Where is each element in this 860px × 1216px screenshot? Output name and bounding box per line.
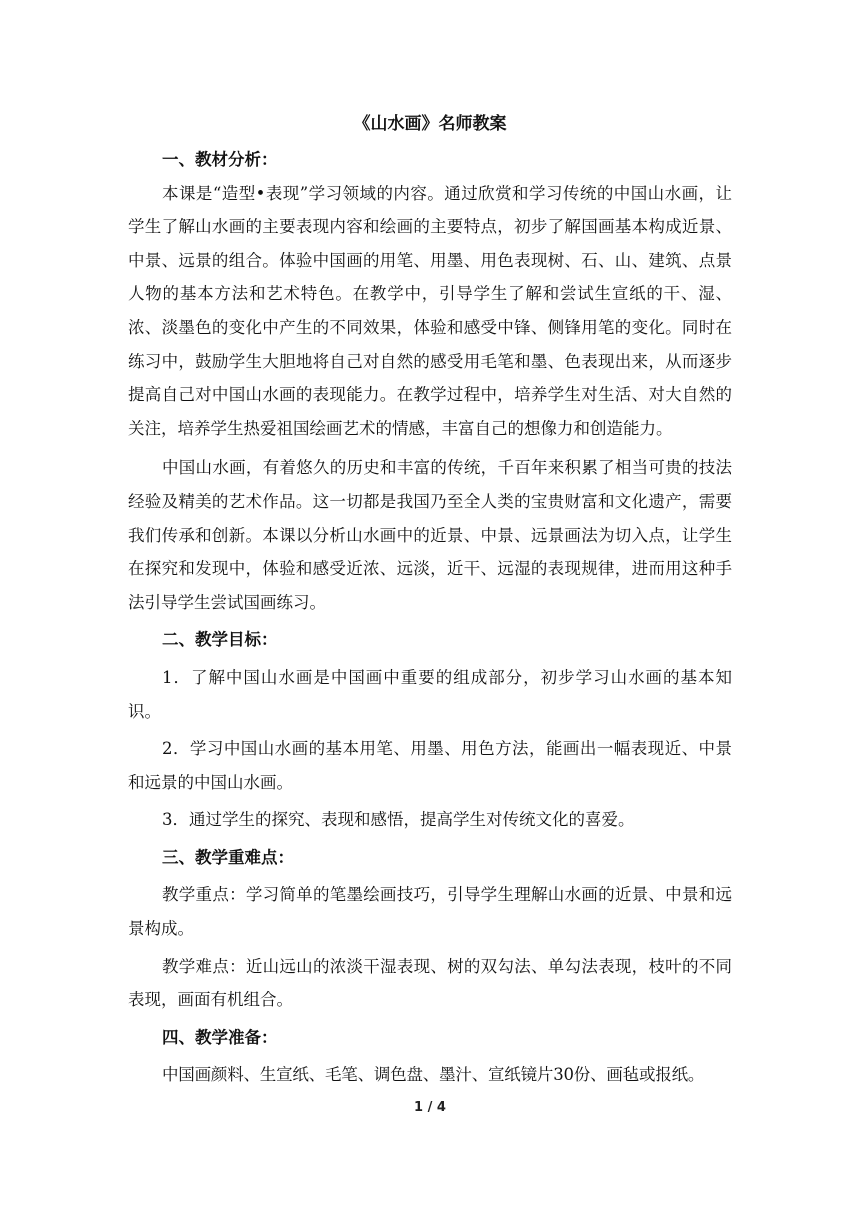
paragraph: 教学难点：近山远山的浓淡干湿表现、树的双勾法、单勾法表现，枝叶的不同表现，画面有机组合。 [128, 956, 732, 1010]
document-title: 《山水画》名师教案 [353, 114, 507, 134]
document-body [128, 143, 732, 1092]
page-number: 1 / 4 [414, 1100, 446, 1115]
paragraph: 中国山水画，有着悠久的历史和丰富的传统，千百年来积累了相当可贵的技法经验及精美的艺术作品。这一切都是我国乃至全人类的宝贵财富和文化遗产，需要我们传承和创新。本课以分析山水画中的近景、中景、远景画法为切入点，让学生在探究和发现中，体验和感受近浓、远淡，近干、远湿的表现规律，进而用这种手法引导学生尝试国画练习。 [128, 458, 732, 612]
paragraph: 教学重点：学习简单的笔墨绘画技巧，引导学生理解山水画的近景、中景和远景构成。 [128, 885, 732, 939]
list-item: 2．学习中国山水画的基本用笔、用墨、用色方法，能画出一幅表现近、中景和远景的中国山水画。 [128, 739, 732, 792]
section-heading-key-points: 三、教学重难点： [162, 847, 294, 867]
paragraph: 中国画颜料、生宣纸、毛笔、调色盘、墨汁、宣纸镜片30份、画毡或报纸。 [162, 1065, 705, 1085]
section-heading-teaching-goals: 二、教学目标： [162, 630, 278, 650]
list-item: 1．了解中国山水画是中国画中重要的组成部分，初步学习山水画的基本知识。 [128, 667, 732, 721]
list-item: 3．通过学生的探究、表现和感悟，提高学生对传统文化的喜爱。 [162, 810, 635, 830]
section-heading-preparation: 四、教学准备： [162, 1027, 278, 1047]
section-heading-textbook-analysis: 一、教材分析： [162, 150, 278, 169]
paragraph: 本课是“造型•表现”学习领域的内容。通过欣赏和学习传统的中国山水画，让学生了解山水画的主要表现内容和绘画的主要特点，初步了解国画基本构成近景、中景、远景的组合。体验中国画的用笔、用墨、用色表现树、石、山、建筑、点景人物的基本方法和艺术特色。在教学中，引导学生了解和尝试生宣纸的干、湿、浓、淡墨色的变化中产生的不同效果，体验和感受中锋、侧锋用笔的变化。同时在练习中，鼓励学生大胆地将自己对自然的感受用毛笔和墨、色表现出来，从而逐步提高自己对中国山水画的表现能力。在教学过程中，培养学生对生活、对大自然的关注，培养学生热爱祖国绘画艺术的情感，丰富自己的想像力和创造能力。 [128, 183, 732, 438]
